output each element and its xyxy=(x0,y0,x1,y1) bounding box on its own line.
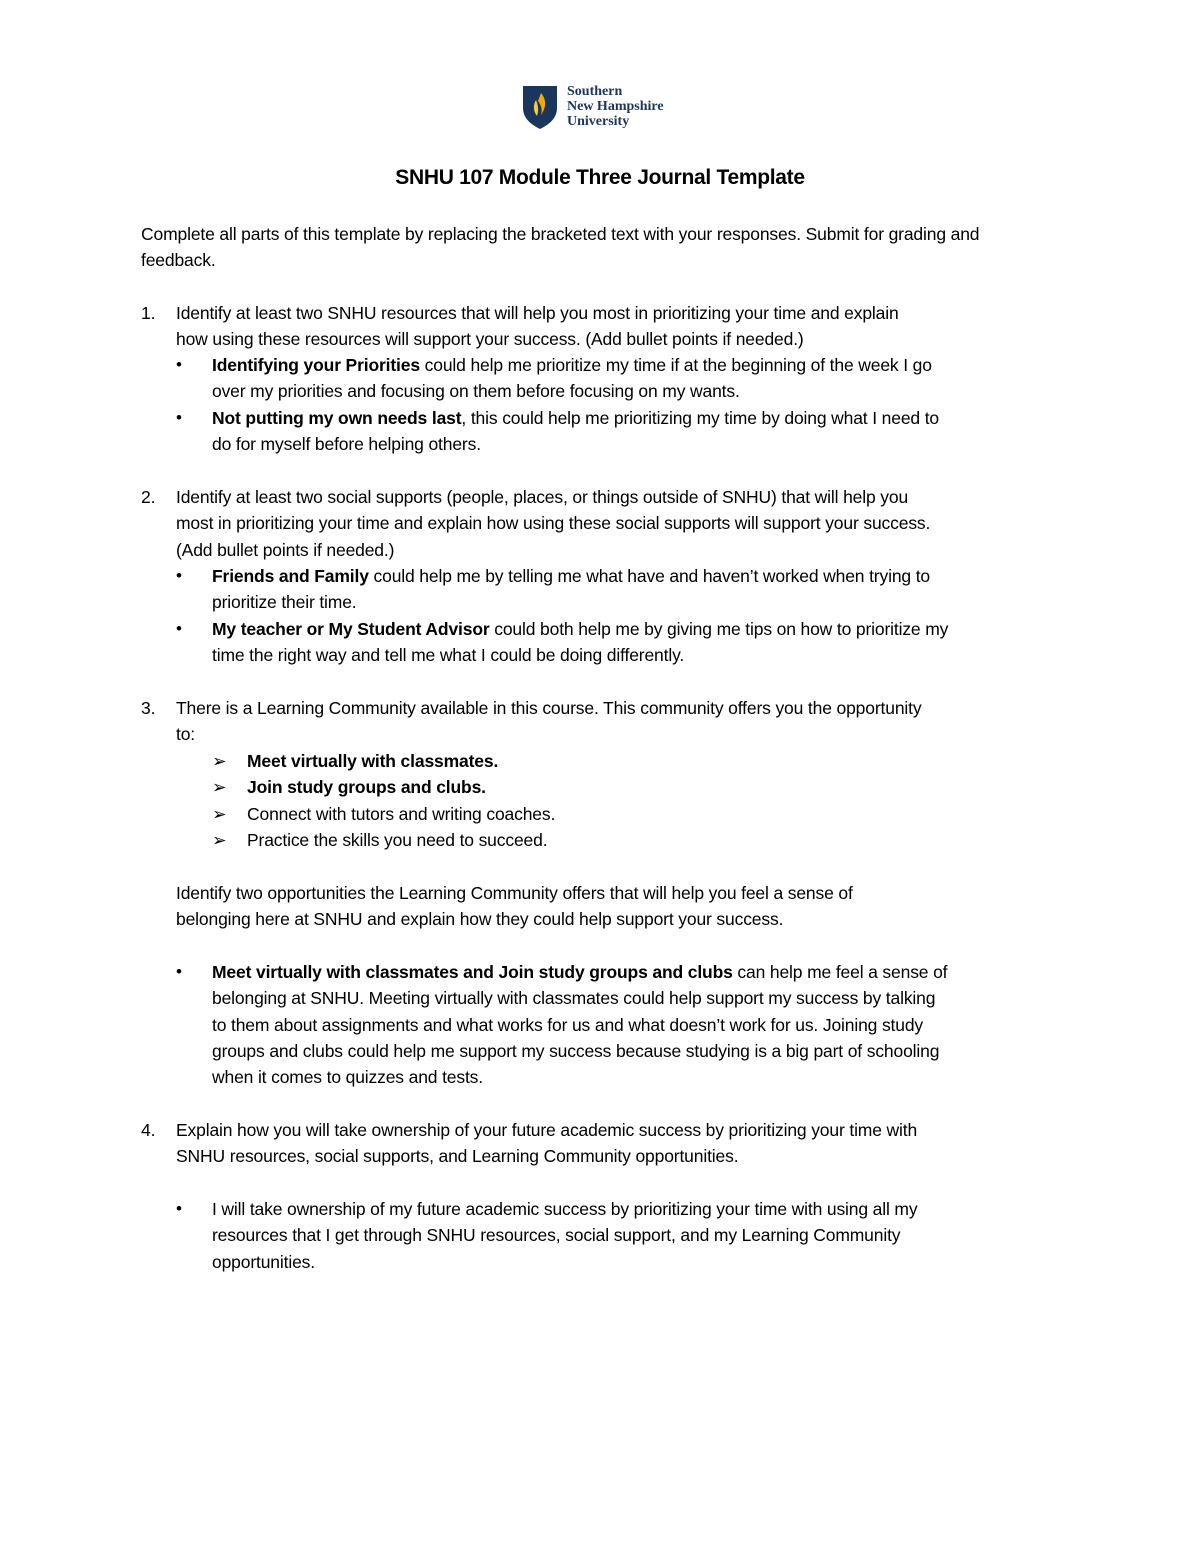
bullet-text: when it comes to quizzes and tests. xyxy=(212,1067,483,1088)
question-3-followup xyxy=(176,880,1056,933)
bullet-bold: Meet virtually with classmates and Join study groups and clubs xyxy=(212,962,733,982)
followup-line: Identify two opportunities the Learning Community offers that will help you feel a sense of xyxy=(176,883,853,903)
question-line: (Add bullet points if needed.) xyxy=(176,539,395,560)
question-line: Identify at least two social supports (people, places, or things outside of SNHU) that will help you xyxy=(176,487,909,507)
bullet-item xyxy=(176,616,1061,669)
question-number: 3. xyxy=(141,698,156,718)
bullet-marker: • xyxy=(176,355,182,374)
question-line: There is a Learning Community available in this course. This community offers you the opportunity xyxy=(176,698,922,718)
arrow-item xyxy=(212,748,1012,774)
bullet-text: could help me by telling me what have and haven’t worked when trying to xyxy=(368,566,930,586)
arrow-marker: ➢ xyxy=(212,830,227,850)
snhu-logo xyxy=(521,84,691,132)
bullet-text: over my priorities and focusing on them before focusing on my wants. xyxy=(212,381,740,402)
question-number: 2. xyxy=(141,487,156,507)
document-title: SNHU 107 Module Three Journal Template xyxy=(395,166,805,189)
arrow-marker: ➢ xyxy=(212,751,227,771)
bullet-bold: Not putting my own needs last xyxy=(212,408,462,428)
question-line: to: xyxy=(176,724,196,745)
bullet-item xyxy=(176,959,1061,1090)
bullet-text: resources that I get through SNHU resources, social support, and my Learning Community xyxy=(212,1225,901,1246)
followup-line: belonging here at SNHU and explain how they could help support your success. xyxy=(176,909,784,930)
question-line: most in prioritizing your time and explain how using these social supports will support your success. xyxy=(176,513,931,534)
arrow-item xyxy=(212,801,1012,827)
intro-paragraph: Complete all parts of this template by replacing the bracketed text with your responses. Submit for grading and feedback. xyxy=(141,224,980,271)
question-line: Explain how you will take ownership of your future academic success by prioritizing your time with xyxy=(176,1120,918,1140)
question-1 xyxy=(141,300,1061,353)
arrow-item-text: Join study groups and clubs. xyxy=(247,777,486,797)
bullet-text: can help me feel a sense of xyxy=(732,962,948,982)
question-3 xyxy=(141,695,1061,748)
arrow-marker: ➢ xyxy=(212,777,227,797)
arrow-item xyxy=(212,827,1012,853)
bullet-text: do for myself before helping others. xyxy=(212,434,481,455)
logo-line-1: Southern xyxy=(567,84,623,99)
snhu-shield-icon xyxy=(521,84,559,130)
bullet-item xyxy=(176,405,1061,458)
bullet-item xyxy=(176,352,1061,405)
bullet-marker: • xyxy=(176,619,182,638)
bullet-item xyxy=(176,563,1061,616)
bullet-bold: Friends and Family xyxy=(212,566,369,586)
bullet-text: time the right way and tell me what I could be doing differently. xyxy=(212,645,685,666)
question-number: 1. xyxy=(141,303,156,323)
arrow-item-text: Connect with tutors and writing coaches. xyxy=(247,804,556,824)
bullet-marker: • xyxy=(176,962,182,981)
logo-line-2: New Hampshire xyxy=(567,99,664,114)
bullet-text: groups and clubs could help me support my success because studying is a big part of schooling xyxy=(212,1040,940,1061)
bullet-bold: My teacher or My Student Advisor xyxy=(212,619,490,639)
bullet-text: belonging at SNHU. Meeting virtually with classmates could help support my success by talking xyxy=(212,988,936,1009)
bullet-marker: • xyxy=(176,408,182,427)
bullet-text: could both help me by giving me tips on how to prioritize my xyxy=(489,619,949,639)
arrow-item xyxy=(212,774,1012,800)
bullet-text: , this could help me prioritizing my time by doing what I need to xyxy=(461,408,939,428)
bullet-text: prioritize their time. xyxy=(212,592,357,613)
question-line: how using these resources will support your success. (Add bullet points if needed.) xyxy=(176,329,804,350)
bullet-text: to them about assignments and what works for us and what doesn’t work for us. Joining study xyxy=(212,1014,924,1035)
arrow-item-text: Meet virtually with classmates. xyxy=(247,751,499,771)
bullet-bold: Identifying your Priorities xyxy=(212,355,420,375)
question-2 xyxy=(141,484,1061,563)
question-line: SNHU resources, social supports, and Learning Community opportunities. xyxy=(176,1146,739,1167)
bullet-item xyxy=(176,1196,1061,1275)
arrow-item-text: Practice the skills you need to succeed. xyxy=(247,830,548,850)
bullet-text: I will take ownership of my future academic success by prioritizing your time with using all my xyxy=(212,1199,918,1219)
question-4 xyxy=(141,1117,1061,1170)
arrow-marker: ➢ xyxy=(212,804,227,824)
question-line: Identify at least two SNHU resources that will help you most in prioritizing your time and explain xyxy=(176,303,899,323)
bullet-text: opportunities. xyxy=(212,1251,315,1272)
bullet-marker: • xyxy=(176,1199,182,1218)
bullet-text: could help me prioritize my time if at the beginning of the week I go xyxy=(419,355,932,375)
logo-line-3: University xyxy=(567,114,630,129)
question-number: 4. xyxy=(141,1120,156,1140)
bullet-marker: • xyxy=(176,566,182,585)
